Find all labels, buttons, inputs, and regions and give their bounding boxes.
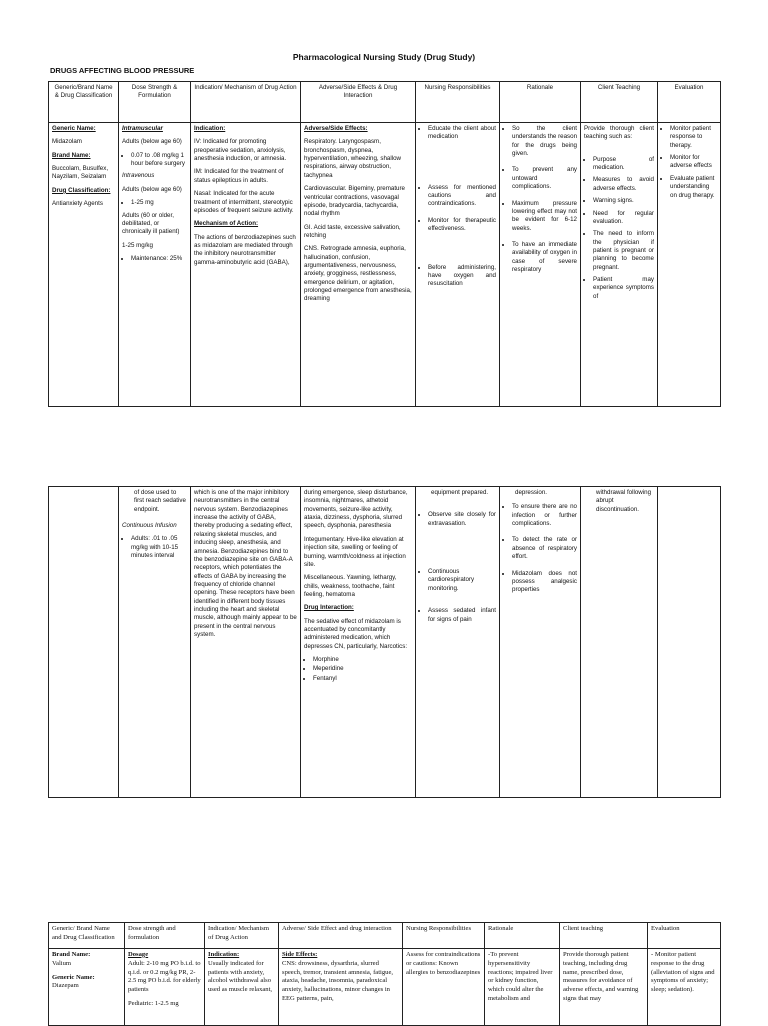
list-item: • Maximum pressure lowering effect may not be evident for 6-12 weeks. [512, 200, 577, 233]
client-teaching-cell [581, 487, 658, 798]
nursing-responsibilities-cell [416, 487, 500, 798]
rationale-cell [500, 487, 581, 798]
drug-study-table-midazolam-part2 [48, 486, 721, 798]
indication-text: IM: Indicated for the treatment of status epilepticus in adults. [194, 168, 284, 184]
header-cell: Rationale [500, 82, 581, 123]
header-cell: Evaluation [648, 923, 721, 949]
table-row [49, 948, 721, 1025]
client-teaching-text: Provide thorough patient teaching, including drug name, prescribed dose, measures for avoidance of adverse effects, and warning signs that may [563, 950, 639, 1003]
list-item: • Morphine [313, 656, 412, 664]
list-item: • Monitor for adverse effects [670, 154, 717, 171]
rationale-text: -To prevent hypersensitivity reactions; impaired liver or kidney function, which could alter the metabolism and [488, 950, 553, 1003]
adverse-effects-text: Integumentary. Hive-like elevation at injection site, swelling or feeling of burning, warmth/coldness at injection site. [304, 535, 406, 568]
brand-name-heading: Brand Name: [52, 151, 91, 159]
evaluation-cell [648, 948, 721, 1025]
intramuscular-heading: Intramuscular [122, 125, 163, 132]
adverse-effects-cell [279, 948, 403, 1025]
drug-classification-heading: Drug Classification: [52, 186, 111, 194]
brand-name-heading [52, 951, 121, 960]
generic-name: Diazepam [52, 982, 79, 990]
list-item: • Observe site closely for extravasation. [428, 511, 496, 528]
list-item: • Evaluate patient understanding on drug therapy. [670, 175, 717, 200]
generic-name-heading: Generic Name: [52, 125, 96, 132]
list-item: • Meperidine [313, 665, 412, 673]
intravenous-heading: Intravenous [122, 172, 155, 180]
adverse-effects-text: Cardiovascular. Bigeminy, premature ventricular contractions, vasovagal episode, bradycardia, tachycardia, nodal rhythm [304, 185, 405, 218]
brand-name-label: Brand Name: [52, 950, 91, 958]
header-cell: Client teaching [560, 923, 648, 949]
generic-brand-cell [49, 487, 119, 798]
adverse-effects-text: Miscellaneous. Yawning, lethargy, chills, weakness, toothache, faint feeling, hematoma [304, 574, 397, 598]
dose-list [122, 152, 187, 169]
list-item: • So the client understands the reason for the drugs being given. [512, 125, 577, 158]
dose-cell [125, 948, 205, 1025]
list-item: • Measures to avoid adverse effects. [593, 176, 654, 193]
rationale-text: depression. [515, 489, 547, 496]
indication-heading: Indication: [194, 125, 226, 132]
client-teaching-text: Provide thorough client teaching such as: [584, 125, 654, 141]
dose-text: Adults (below age 60) [122, 185, 182, 193]
list-item: • Adults: .01 to .05 mg/kg with 10-15 minutes interval [131, 535, 187, 560]
indication-text: Nasal: Indicated for the acute treatment of intermittent, stereotypic episodes of frequent seizure activity. [194, 190, 294, 214]
dose-text: of dose used to first reach sedative endpoint. [134, 489, 186, 513]
adverse-effects-cell [301, 487, 416, 798]
adverse-effects-text: during emergence, sleep disturbance, insomnia, nightmares, athetoid movements, seizure-like activity, ataxia, dizziness, dysphoria, slurred speech, dysphonia, paresthesia [304, 489, 408, 530]
header-cell: Indication/ Mechanism of Drug Action [191, 82, 301, 123]
evaluation-list [661, 125, 717, 200]
adverse-effects-text: GI. Acid taste, excessive salivation, retching [304, 223, 401, 239]
dose-text: Pediatric: 1-2.5 mg [128, 1000, 179, 1008]
list-item: • Continuous cardiorespiratory monitoring. [428, 568, 496, 593]
header-cell: Nursing Responsibilities [416, 82, 500, 123]
dose-text: Adult: 2-10 mg PO b.i.d. to q.i.d. or 0.2 mg/kg PR, 2-2.5 mg PO b.i.d. for elderly patients [128, 959, 201, 994]
narcotics-list [304, 656, 412, 683]
generic-name-heading: Generic Name: [52, 973, 95, 981]
list-item: • To prevent any untoward complications. [512, 166, 577, 191]
list-item: • Assess for mentioned cautions and contraindications. [428, 184, 496, 209]
brand-name: Valium [52, 959, 72, 967]
table-row [49, 487, 721, 798]
list-item: • Maintenance: 25% [131, 255, 187, 263]
indication-cell [205, 948, 279, 1025]
header-cell: Indication/ Mechanism of Drug Action [205, 923, 279, 949]
list-item: • Before administering, have oxygen and resuscitation [428, 264, 496, 289]
client-teaching-cell [560, 948, 648, 1025]
list-item: • Purpose of medication. [593, 156, 654, 173]
adverse-effects-text: CNS. Retrograde amnesia, euphoria, hallucination, confusion, argumentativeness, nervousness, anxiety, grogginess, restlessness, emergence delirium, or agitation, prolonged emergence from anesthesia, dreaming [304, 245, 412, 303]
mechanism-text: The actions of benzodiazepines such as midazolam are mediated through the inhibitory neurotransmitter gamma-aminobutyric acid (GABA), [194, 233, 296, 266]
dose-cell [119, 487, 191, 798]
page-title: Pharmacological Nursing Study (Drug Study) [292, 52, 476, 62]
drug-study-table-midazolam-part1 [48, 81, 721, 407]
adverse-effects-heading: Adverse/Side Effects: [304, 125, 368, 132]
list-item: • Midazolam does not possess analgesic properties [512, 570, 577, 595]
drug-interaction-text: The sedative effect of midazolam is accentuated by concomitantly administered medication, which depresses CN, particularly, Narcotics: [304, 617, 408, 650]
nursing-text: equipment prepared. [431, 489, 489, 496]
header-cell: Nursing Responsibilities [403, 923, 485, 949]
list-item: • To have an immediate availability of oxygen in case of severe respiratory [512, 241, 577, 274]
table-header-row [49, 923, 721, 949]
rationale-list [503, 503, 577, 594]
section-title: DRUGS AFFECTING BLOOD PRESSURE [50, 66, 195, 75]
dose-text: Adults (below age 60) [122, 138, 182, 146]
nursing-responsibilities-cell [403, 948, 485, 1025]
rationale-cell [500, 123, 581, 407]
drug-study-table-diazepam [48, 922, 721, 1026]
mechanism-heading: Mechanism of Action: [194, 220, 259, 228]
dose-list [122, 535, 187, 560]
table-row [49, 123, 721, 407]
evaluation-text: - Monitor patient response to the drug (alleviation of signs and symptoms of anxiety; sleep; sedation). [651, 950, 715, 994]
list-item: • Educate the client about medication [428, 125, 496, 142]
list-item: • The need to inform the physician if patient is pregnant or planning to become pregnant. [593, 230, 654, 272]
list-item: • Fentanyl [313, 675, 412, 683]
list-item: • To detect the rate or absence of respiratory effort. [512, 536, 577, 561]
dose-list [122, 255, 187, 263]
drug-classification: Antianxiety Agents [52, 200, 103, 208]
list-item: • Assess sedated infant for signs of pain [428, 607, 496, 624]
generic-brand-cell [49, 948, 125, 1025]
indication-text: Usually indicated for patients with anxiety, alcohol withdrawal also used as muscle relaxant, [208, 959, 273, 994]
nursing-responsibilities-cell [416, 123, 500, 407]
client-teaching-text: withdrawal following abrupt discontinuation. [596, 489, 652, 513]
adverse-effects-cell [301, 123, 416, 407]
continuous-infusion-heading: Continuous Infusion [122, 522, 177, 530]
indication-heading: Indication: [208, 950, 240, 958]
header-cell: Dose strength and formulation [125, 923, 205, 949]
dose-text: 1-25 mg/kg [122, 241, 153, 249]
generic-brand-cell [49, 123, 119, 407]
adverse-effects-text: Respiratory. Laryngospasm, bronchospasm, dyspnea, hyperventilation, wheezing, shallow respirations, airway obstruction, tachypnea [304, 138, 401, 179]
header-cell: Adverse/Side Effects & Drug Interaction [301, 82, 416, 123]
dose-list [122, 199, 187, 207]
header-cell: Generic/Brand Name & Drug Classification [49, 82, 119, 123]
evaluation-cell [658, 123, 721, 407]
client-teaching-cell [581, 123, 658, 407]
list-item: • Patient may experience symptoms of [593, 276, 654, 301]
nursing-list [419, 125, 496, 289]
generic-name: Midazolam [52, 138, 82, 146]
header-cell: Evaluation [658, 82, 721, 123]
indication-text: IV: Indicated for promoting preoperative sedation, anxiolysis, anesthesia induction, or amnesia. [194, 138, 287, 163]
dosage-heading: Dosage [128, 950, 149, 958]
evaluation-cell [658, 487, 721, 798]
drug-interaction-heading: Drug Interaction: [304, 604, 354, 612]
client-teaching-list [584, 156, 654, 301]
rationale-list [503, 125, 577, 274]
rationale-cell [485, 948, 560, 1025]
side-effects-heading: Side Effects: [282, 950, 318, 958]
nursing-list [419, 511, 496, 624]
list-item: • Monitor for therapeutic effectiveness. [428, 217, 496, 234]
side-effects-text: CNS: drowsiness, dysarthria, slurred speech, tremor, transient amnesia, fatigue, ataxia, headache, insomnia, paradoxical anxiety, hallucinations, minor changes in EEG patterns, pain, [282, 959, 394, 1003]
mechanism-text: which is one of the major inhibitory neurotransmitters in the central nervous system. Benzodiazepines increase the activity of GABA, thereby producing a sedating effect, relaxing skeletal muscles, and inducing sleep, anesthesia, and amnesia. Benzodiazepines bind to the benzodiazepine site on GABA-A receptors, which potentiates the effects of GABA by increasing the frequency of chloride channel opening. These receptors have been identified in different body tissues including the heart and skeletal muscle, although mainly appear to be present in the central nervous system. [194, 489, 297, 639]
dose-cell [119, 123, 191, 407]
list-item: • Monitor patient response to therapy. [670, 125, 717, 150]
brand-names: Buccolam, Busulfex, Nayzilam, Seizalam [52, 165, 109, 181]
indication-cell [191, 123, 301, 407]
header-cell: Adverse/ Side Effect and drug interaction [279, 923, 403, 949]
list-item: • 1-25 mg [131, 199, 187, 207]
header-cell: Client Teaching [581, 82, 658, 123]
header-cell: Dose Strength & Formulation [119, 82, 191, 123]
list-item: • To ensure there are no infection or further complications. [512, 503, 577, 528]
mechanism-cell [191, 487, 301, 798]
list-item: • 0.07 to .08 mg/kg 1 hour before surgery [131, 152, 187, 169]
list-item: • Need for regular evaluation. [593, 210, 654, 227]
list-item: • Warning signs. [593, 197, 654, 205]
table-header-row [49, 82, 721, 123]
header-cell: Rationale [485, 923, 560, 949]
dose-text: Adults (60 or older, debilitated, or chronically ill patient) [122, 211, 180, 236]
header-cell: Generic/ Brand Name and Drug Classification [49, 923, 125, 949]
nursing-text: Assess for contraindications or cautions: Known allergies to benzodiazepines [406, 950, 481, 976]
